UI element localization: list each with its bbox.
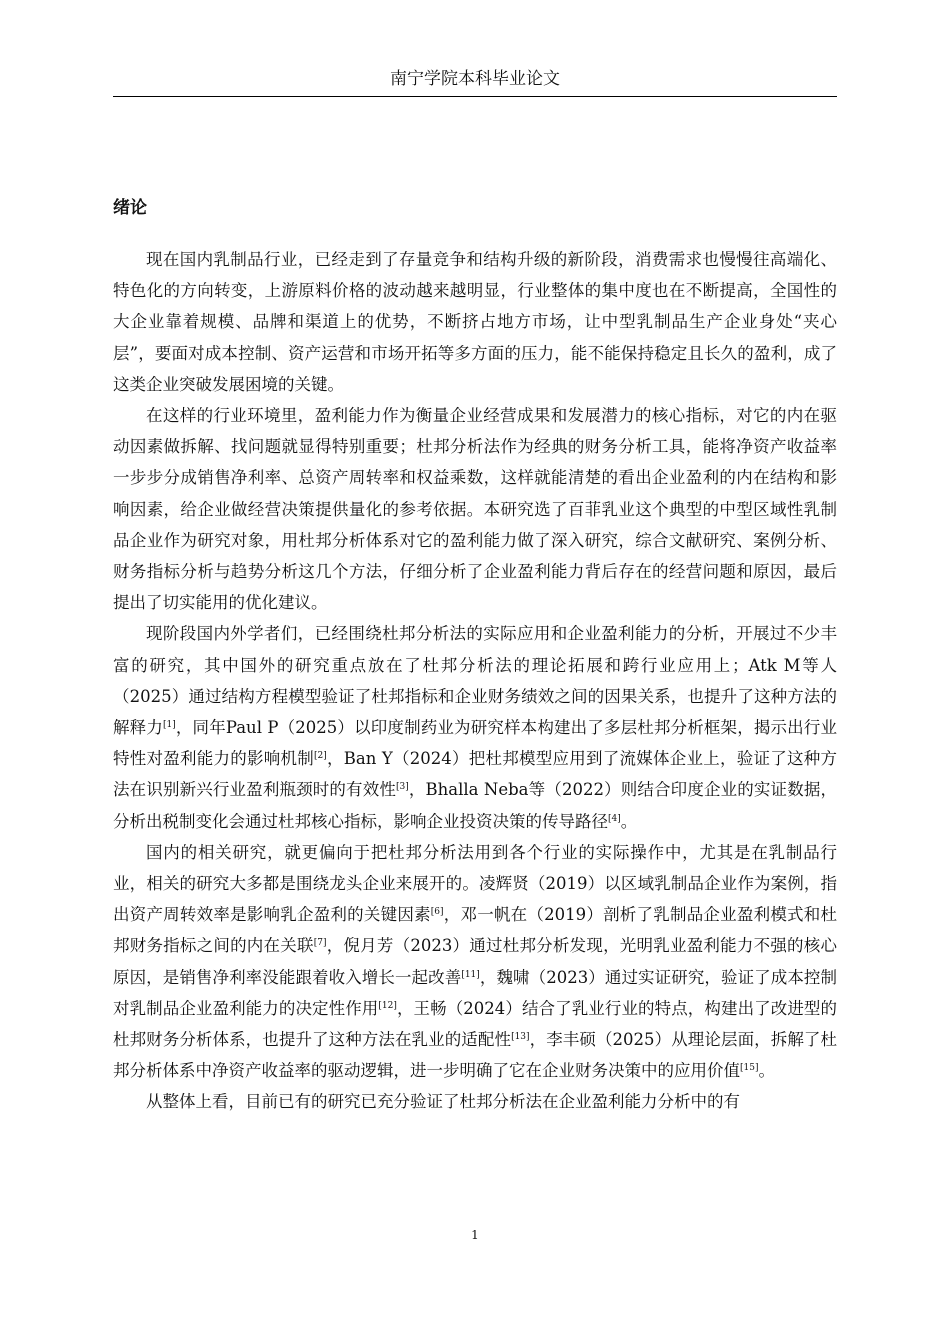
paragraph-2: 在这样的行业环境里，盈利能力作为衡量企业经营成果和发展潜力的核心指标，对它的内在驱动因素做拆解、找问题就显得特别重要；杜邦分析法作为经典的财务分析工具，能将净资产收益率一步步分成销售净利率、总资产周转率和权益乘数，这样就能清楚的看出企业盈利的内在结构和影响因素，给企业做经营决策提供量化的参考依据。本研究选了百菲乳业这个典型的中型区域性乳制品企业作为研究对象，用杜邦分析体系对它的盈利能力做了深入研究，综合文献研究、案例分析、财务指标分析与趋势分析这几个方法，仔细分析了企业盈利能力背后存在的经营问题和原因，最后提出了切实能用的优化建议。	[113, 406, 837, 613]
text-span: ，倪月芳（2023）通过杜邦分析发现，光明乳业盈利能力不强的核心原因，是销售净利率没能跟着收入增长一起改善	[113, 936, 838, 987]
text-span: ，李丰硕（2025）从理论层面，拆解了杜邦分析体系中净资产收益率的驱动逻辑，进一步明确了它在企业财务决策中的应用价值	[113, 1030, 837, 1081]
text-span: ，邓一帆在（2019）剖析了乳制品企业盈利模式和杜邦财务指标之间的内在关联	[113, 905, 838, 956]
citation: [12]	[378, 1000, 397, 1011]
paragraph-3	[113, 618, 837, 836]
citation: [1]	[162, 720, 176, 731]
text-span: 。	[758, 1061, 775, 1081]
citation: [7]	[313, 938, 327, 949]
paragraph-5: 从整体上看，目前已有的研究已充分验证了杜邦分析法在企业盈利能力分析中的有	[146, 1092, 740, 1112]
citation: [2]	[314, 751, 327, 762]
citation: [11]	[461, 969, 480, 980]
text-span: ，Bhalla Neba等（2022）则结合印度企业的实证数据，分析出税制变化会通过杜邦核心指标，影响企业投资决策的传导路径	[113, 780, 837, 831]
citation: [15]	[740, 1063, 759, 1074]
text-span: ，魏啸（2023）通过实证研究，验证了成本控制对乳制品企业盈利能力的决定性作用	[113, 967, 838, 1018]
text-span: ，Ban Y（2024）把杜邦模型应用到了流媒体企业上，验证了这种方法在识别新兴行业盈利瓶颈时的有效性	[113, 749, 838, 800]
citation: [13]	[511, 1032, 530, 1043]
body-text	[113, 244, 837, 1118]
header-rule	[113, 96, 837, 97]
text-span: 现阶段国内外学者们，已经围绕杜邦分析法的实际应用和企业盈利能力的分析，开展过不少丰富的研究，其中国外的研究重点放在了杜邦分析法的理论拓展和跨行业应用上；Atk M等人（2025）通过结构方程模型验证了杜邦指标和企业财务绩效之间的因果关系，也提升了这种方法的解释力	[113, 624, 837, 738]
citation: [4]	[608, 813, 621, 824]
paragraph-1: 现在国内乳制品行业，已经走到了存量竞争和结构升级的新阶段，消费需求也慢慢往高端化、特色化的方向转变，上游原料价格的波动越来越明显，行业整体的集中度也在不断提高，全国性的大企业靠着规模、品牌和渠道上的优势，不断挤占地方市场，让中型乳制品生产企业身处“夹心层”，要面对成本控制、资产运营和市场开拓等多方面的压力，能不能保持稳定且长久的盈利，成了这类企业突破发展困境的关键。	[113, 250, 837, 394]
text-span: 国内的相关研究，就更偏向于把杜邦分析法用到各个行业的实际操作中，尤其是在乳制品行业，相关的研究大多都是围绕龙头企业来展开的。凌辉贤（2019）以区域乳制品企业作为案例，指出资产周转效率是影响乳企盈利的关键因素	[113, 842, 837, 925]
text-span: 。	[620, 811, 638, 831]
paragraph-4	[113, 837, 837, 1087]
citation: [6]	[430, 907, 444, 918]
page-header: 南宁学院本科毕业论文	[390, 69, 560, 89]
text-span: ，同年Paul P（2025）以印度制药业为研究样本构建出了多层杜邦分析框架，揭示出行业特性对盈利能力的影响机制	[113, 718, 837, 769]
page-number: 1	[471, 1228, 479, 1242]
citation: [3]	[396, 782, 409, 793]
text-span: ，王畅（2024）结合了乳业行业的特点，构建出了改进型的杜邦财务分析体系，也提升了这种方法在乳业的适配性	[113, 998, 837, 1050]
section-title: 绪论	[113, 198, 147, 218]
